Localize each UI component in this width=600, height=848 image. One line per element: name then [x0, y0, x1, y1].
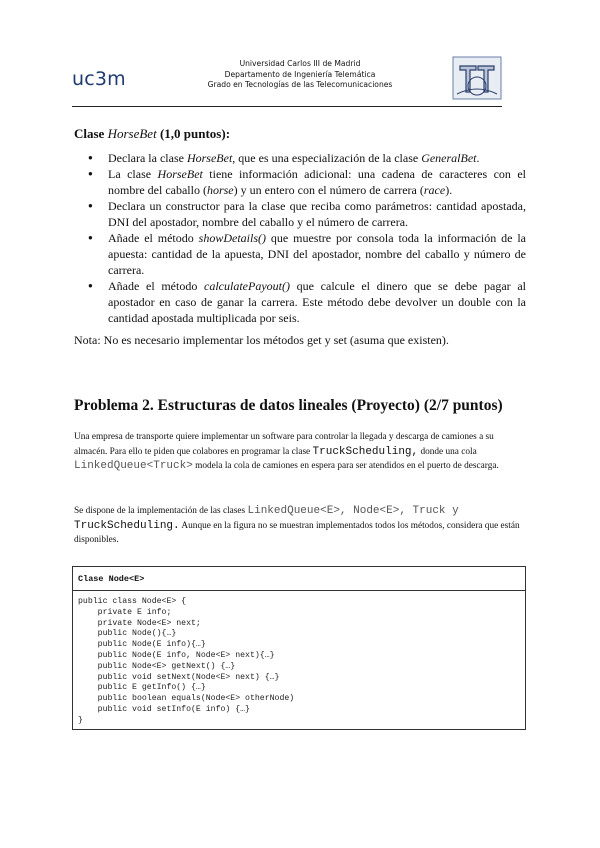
code-line: public void setNext(Node<E> next) {…} [78, 672, 280, 682]
problem-paragraph: Se dispone de la implementación de las clases LinkedQueue<E>, Node<E>, Truck y TruckScheduling. Aunque en la figura no se muestran implementados todos los métodos, considera que están disponibles. [74, 505, 520, 546]
code-line: public Node(E info, Node<E> next){…} [78, 650, 275, 660]
code-box [72, 566, 526, 730]
list-item: ● La clase HorseBet tiene información adicional: una cadena de caracteres con el nombre del caballo (horse) y un entero con el número de carrera (race). [74, 166, 526, 198]
code-line: private Node<E> next; [78, 618, 201, 628]
document-header [150, 59, 450, 91]
code-line: } [78, 715, 83, 725]
code-line: private E info; [78, 607, 172, 617]
problem-paragraph: Una empresa de transporte quiere implementar un software para controlar la llegada y descarga de camiones a su almacén. Para ello te piden que colabores en programar la clase TruckScheduling, donde una cola LinkedQueue<Truck> modela la cola de camiones en espera para ser atendidos en el puerto de descarga. [74, 432, 499, 473]
code-line: public Node<E> getNext() {…} [78, 661, 236, 671]
code-box-header: Clase Node<E> [73, 567, 525, 591]
list-item: ● Añade el método showDetails() que muestre por consola toda la información de la apuesta: cantidad de la apuesta, DNI del apostador, nombre del caballo y número de carrera. [74, 230, 526, 278]
code-line: public class Node<E> { [78, 597, 187, 606]
code-line: public Node(){…} [78, 629, 177, 639]
list-item: ● Añade el método calculatePayout() que calcule el dinero que se debe pagar al apostador en caso de ganar la carrera. Este método debe devolver un double con la cantidad apostada multiplicada por seis. [74, 278, 526, 326]
list-item: ● Declara un constructor para la clase que reciba como parámetros: cantidad apostada, DNI del apostador, nombre del caballo y el número de carrera. [74, 198, 526, 230]
requirements-list [74, 150, 526, 326]
code-line: public void setInfo(E info) {…} [78, 704, 250, 714]
department-logo-icon [452, 56, 502, 100]
university-name: Universidad Carlos III de Madrid [239, 59, 361, 68]
code-line: public Node(E info){…} [78, 640, 206, 650]
uc3m-logo: uc3m [72, 68, 126, 90]
code-line: public E getInfo() {…} [78, 683, 206, 693]
section-title: Clase HorseBet (1,0 puntos): [74, 126, 231, 141]
header-divider [72, 106, 502, 107]
code-listing [78, 597, 294, 727]
degree-name: Grado en Tecnologías de las Telecomunicaciones [207, 80, 393, 89]
problem-title: Problema 2. Estructuras de datos lineales (Proyecto) (2/7 puntos) [74, 397, 503, 414]
note-text: Nota: No es necesario implementar los métodos get y set (asuma que existen). [74, 333, 449, 347]
department-name: Departamento de Ingeniería Telemática [224, 69, 376, 79]
list-item: ● Declara la clase HorseBet, que es una especialización de la clase GeneralBet. [74, 150, 526, 166]
code-line: public boolean equals(Node<E> otherNode) [78, 694, 295, 704]
